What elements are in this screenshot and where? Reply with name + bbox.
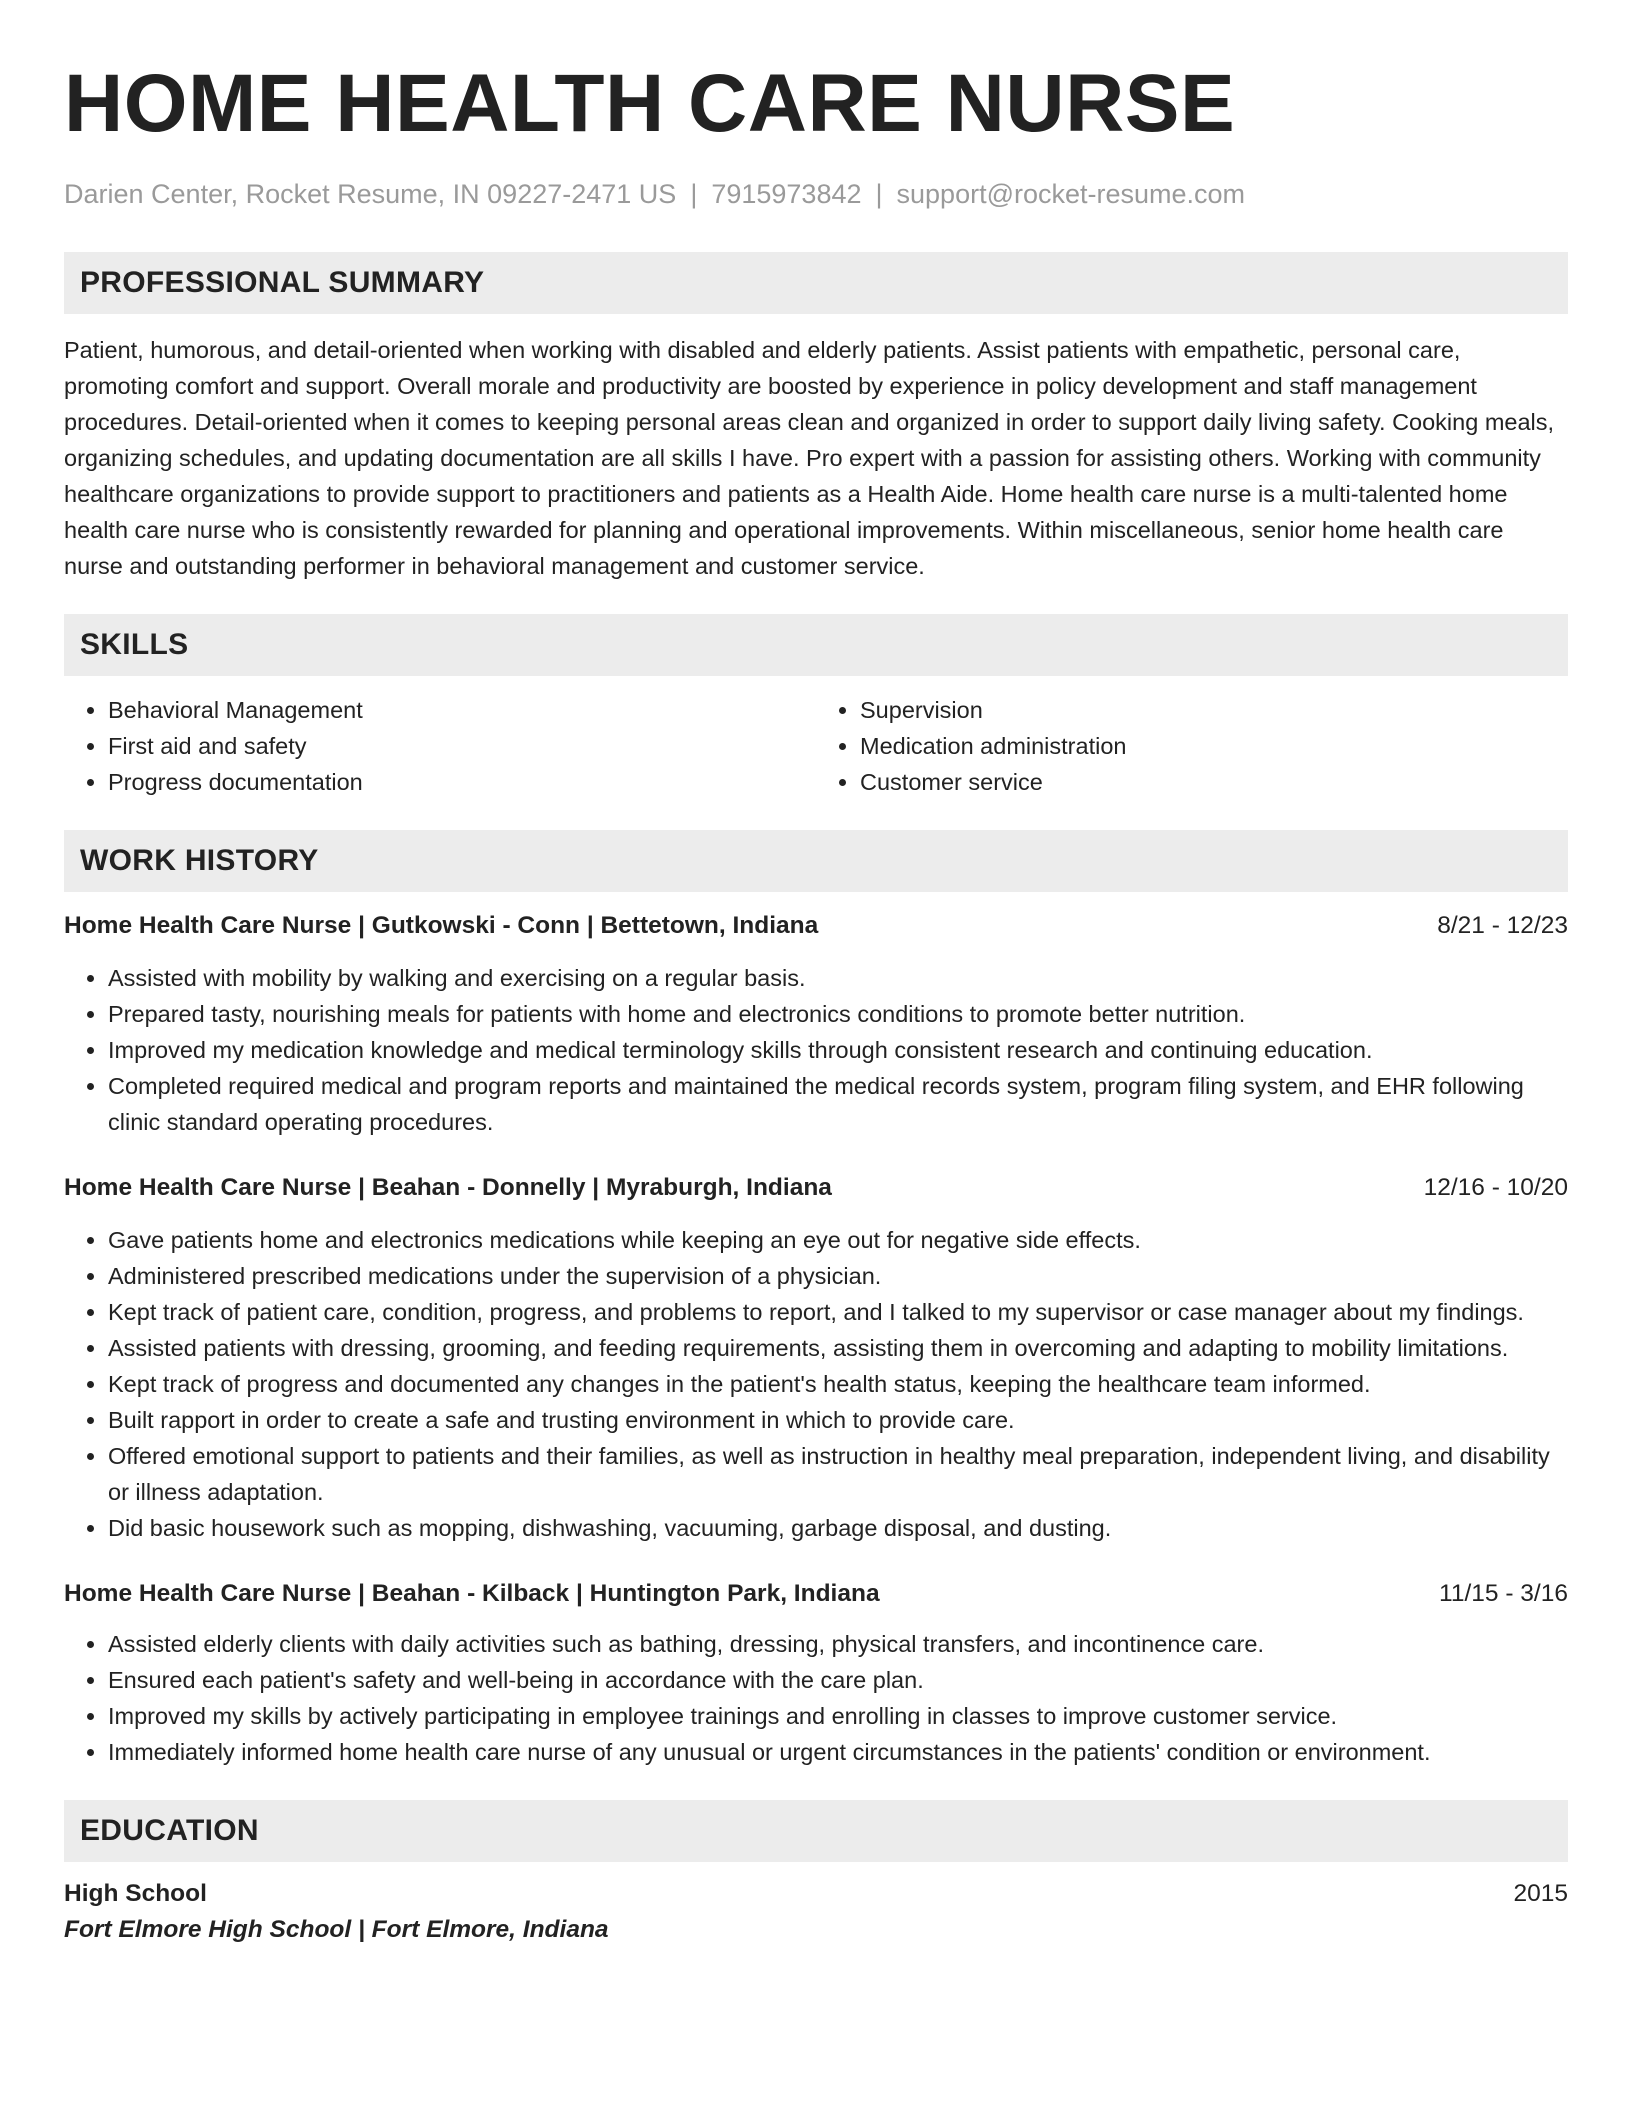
job-bullet: • Built rapport in order to create a safe and trusting environment in which to provide care. (108, 1402, 1568, 1438)
job-bullets (64, 1222, 1568, 1546)
skill-item: • Supervision (860, 692, 1568, 728)
skills-column-right (816, 692, 1568, 800)
job-entry (64, 1576, 1568, 1770)
skill-item: • First aid and safety (108, 728, 816, 764)
job-bullet: • Improved my skills by actively participating in employee trainings and enrolling in classes to improve customer service. (108, 1698, 1568, 1734)
job-bullet: • Assisted patients with dressing, grooming, and feeding requirements, assisting them in overcoming and adapting to mobility limitations. (108, 1330, 1568, 1366)
section-heading-education: EDUCATION (64, 1800, 1568, 1862)
job-dates: 12/16 - 10/20 (1423, 1174, 1568, 1201)
education-header (64, 1876, 1568, 1912)
contact-separator: | (875, 179, 883, 209)
job-entry (64, 908, 1568, 1140)
skills-list (64, 692, 1568, 800)
job-title: Home Health Care Nurse | Beahan - Donnelly | Myraburgh, Indiana (64, 1174, 832, 1201)
job-bullet: • Assisted with mobility by walking and exercising on a regular basis. (108, 960, 1568, 996)
job-dates: 8/21 - 12/23 (1437, 912, 1568, 939)
contact-phone: 7915973842 (711, 179, 862, 209)
job-bullet: • Administered prescribed medications under the supervision of a physician. (108, 1258, 1568, 1294)
job-bullet: • Gave patients home and electronics medications while keeping an eye out for negative side effects. (108, 1222, 1568, 1258)
job-bullets (64, 1626, 1568, 1770)
skill-item: • Behavioral Management (108, 692, 816, 728)
skill-item: • Customer service (860, 764, 1568, 800)
job-bullet: • Assisted elderly clients with daily activities such as bathing, dressing, physical transfers, and incontinence care. (108, 1626, 1568, 1662)
job-bullet: • Completed required medical and program reports and maintained the medical records system, program filing system, and EHR following clinic standard operating procedures. (108, 1068, 1568, 1140)
skill-item: • Progress documentation (108, 764, 816, 800)
job-title: Home Health Care Nurse | Gutkowski - Conn | Bettetown, Indiana (64, 912, 819, 939)
job-bullets (64, 960, 1568, 1140)
education-degree: High School (64, 1880, 207, 1907)
job-header (64, 1576, 1568, 1612)
job-entry (64, 1170, 1568, 1546)
education-year: 2015 (1513, 1880, 1568, 1907)
job-bullet: • Did basic housework such as mopping, dishwashing, vacuuming, garbage disposal, and dusting. (108, 1510, 1568, 1546)
job-bullet: • Improved my medication knowledge and medical terminology skills through consistent research and continuing education. (108, 1032, 1568, 1068)
job-header (64, 908, 1568, 944)
contact-separator: | (690, 179, 698, 209)
contact-email: support@rocket-resume.com (896, 179, 1246, 209)
education-entry (64, 1876, 1568, 1948)
job-header (64, 1170, 1568, 1206)
job-bullet: • Ensured each patient's safety and well-being in accordance with the care plan. (108, 1662, 1568, 1698)
job-title: Home Health Care Nurse | Beahan - Kilback | Huntington Park, Indiana (64, 1580, 880, 1607)
job-bullet: • Offered emotional support to patients and their families, as well as instruction in healthy meal preparation, independent living, and disability or illness adaptation. (108, 1438, 1568, 1510)
job-bullet: • Immediately informed home health care nurse of any unusual or urgent circumstances in the patients' condition or environment. (108, 1734, 1568, 1770)
skills-column-left (64, 692, 816, 800)
job-dates: 11/15 - 3/16 (1439, 1580, 1568, 1607)
contact-address: Darien Center, Rocket Resume, IN 09227-2471 US (64, 179, 677, 209)
job-bullet: • Kept track of patient care, condition, progress, and problems to report, and I talked to my supervisor or case manager about my findings. (108, 1294, 1568, 1330)
section-heading-summary: PROFESSIONAL SUMMARY (64, 252, 1568, 314)
summary-text: Patient, humorous, and detail-oriented when working with disabled and elderly patients. Assist patients with empathetic, personal care, promoting comfort and support. Overall morale and productivity are boosted by experience in policy development and staff management procedures. Detail-oriented when it comes to keeping personal areas clean and organized in order to support daily living safety. Cooking meals, organizing schedules, and updating documentation are all skills I have. Pro expert with a passion for assisting others. Working with community healthcare organizations to provide support to practitioners and patients as a Health Aide. Home health care nurse is a multi-talented home health care nurse who is consistently rewarded for planning and operational improvements. Within miscellaneous, senior home health care nurse and outstanding performer in behavioral management and customer service. (64, 337, 1555, 579)
job-bullet: • Kept track of progress and documented any changes in the patient's health status, keeping the healthcare team informed. (108, 1366, 1568, 1402)
section-heading-work-history: WORK HISTORY (64, 830, 1568, 892)
skill-item: • Medication administration (860, 728, 1568, 764)
resume-name: HOME HEALTH CARE NURSE (64, 58, 1236, 149)
contact-line (64, 176, 1568, 212)
education-school: Fort Elmore High School | Fort Elmore, Indiana (64, 1916, 609, 1943)
section-heading-skills: SKILLS (64, 614, 1568, 676)
job-bullet: • Prepared tasty, nourishing meals for patients with home and electronics conditions to promote better nutrition. (108, 996, 1568, 1032)
